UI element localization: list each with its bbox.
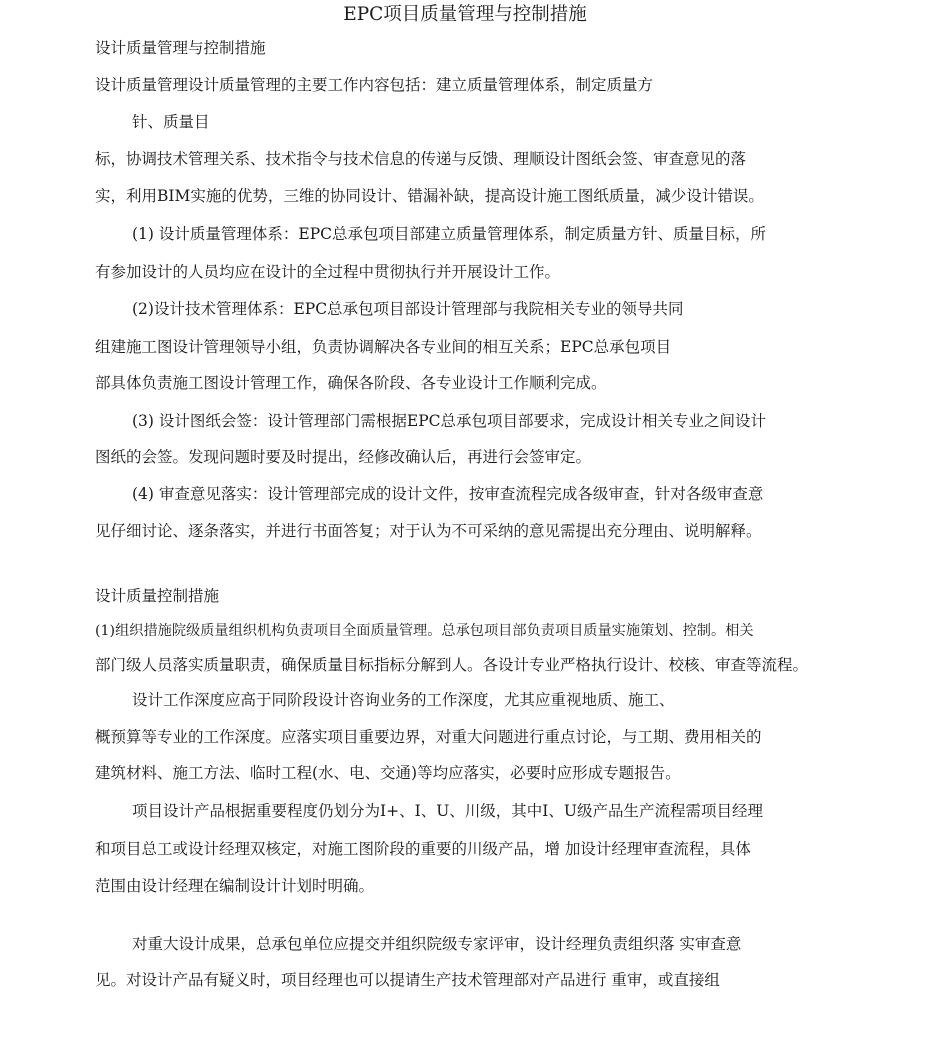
- section-heading-design-quality-management: 设计质量管理与控制措施: [95, 39, 266, 57]
- paragraph-line: 实，利用BIM实施的优势，三维的协同设计、错漏补缺，提高设计施工图纸质量，减少设计错误。: [95, 187, 764, 205]
- paragraph-line: 和项目总工或设计经理双核定，对施工图阶段的重要的川级产品，增 加设计经理审查流程，具体: [95, 840, 751, 858]
- paragraph-line: 项目设计产品根据重要程度仍划分为I+、I、U、川级，其中I、U级产品生产流程需项目经理: [132, 802, 763, 820]
- paragraph-line: 针、质量目: [132, 113, 210, 131]
- paragraph-line: 设计质量管理设计质量管理的主要工作内容包括：建立质量管理体系，制定质量方: [95, 76, 654, 94]
- paragraph-line: 建筑材料、施工方法、临时工程(水、电、交通)等均应落实，必要时应形成专题报告。: [95, 764, 681, 782]
- list-item-4-line: 见仔细讨论、逐条落实，并进行书面答复；对于认为不可采纳的意见需提出充分理由、说明解释。: [95, 522, 762, 540]
- paragraph-line: 设计工作深度应高于同阶段设计咨询业务的工作深度，尤其应重视地质、施工、: [132, 691, 675, 709]
- list-item-2-line: (2)设计技术管理体系：EPC总承包项目部设计管理部与我院相关专业的领导共同: [132, 300, 684, 318]
- paragraph-line: 部门级人员落实质量职责，确保质量目标指标分解到人。各设计专业严格执行设计、校核、审查等流程。: [95, 656, 809, 674]
- paragraph-line: 标，协调技术管理关系、技术指令与技术信息的传递与反馈、理顺设计图纸会签、审查意见的落: [95, 150, 747, 168]
- list-item-3-line: (3) 设计图纸会签：设计管理部门需根据EPC总承包项目部要求，完成设计相关专业之间设计: [132, 412, 766, 430]
- list-item-4-line: (4) 审查意见落实：设计管理部完成的设计文件，按审查流程完成各级审查，针对各级审查意: [132, 485, 764, 503]
- list-item-1-line: 有参加设计的人员均应在设计的全过程中贯彻执行并开展设计工作。: [95, 263, 561, 281]
- section-heading-design-quality-control: 设计质量控制措施: [95, 587, 220, 605]
- list-item-2-line: 部具体负责施工图设计管理工作，确保各阶段、各专业设计工作顺利完成。: [95, 374, 607, 392]
- paragraph-line: 范围由设计经理在编制设计计划时明确。: [95, 877, 375, 895]
- page-title: EPC项目质量管理与控制措施: [343, 4, 587, 25]
- paragraph-line: 对重大设计成果，总承包单位应提交并组织院级专家评审，设计经理负责组织落 实审查意: [132, 935, 742, 953]
- paragraph-line: 概预算等专业的工作深度。应落实项目重要边界，对重大问题进行重点讨论，与工期、费用相关的: [95, 728, 762, 746]
- list-item-2-line: 组建施工图设计管理领导小组，负责协调解决各专业间的相互关系；EPC总承包项目: [95, 338, 672, 356]
- list-item-3-line: 图纸的会签。发现问题时要及时提出，经修改确认后，再进行会签审定。: [95, 448, 592, 466]
- paragraph-line: 见。对设计产品有疑义时，项目经理也可以提请生产技术管理部对产品进行 重审，或直接组: [95, 971, 720, 989]
- paragraph-line: (1)组织措施院级质量组织机构负责项目全面质量管理。总承包项目部负责项目质量实施策划、控制。相关: [95, 623, 754, 639]
- list-item-1-line: (1) 设计质量管理体系：EPC总承包项目部建立质量管理体系，制定质量方针、质量目标，所: [132, 225, 766, 243]
